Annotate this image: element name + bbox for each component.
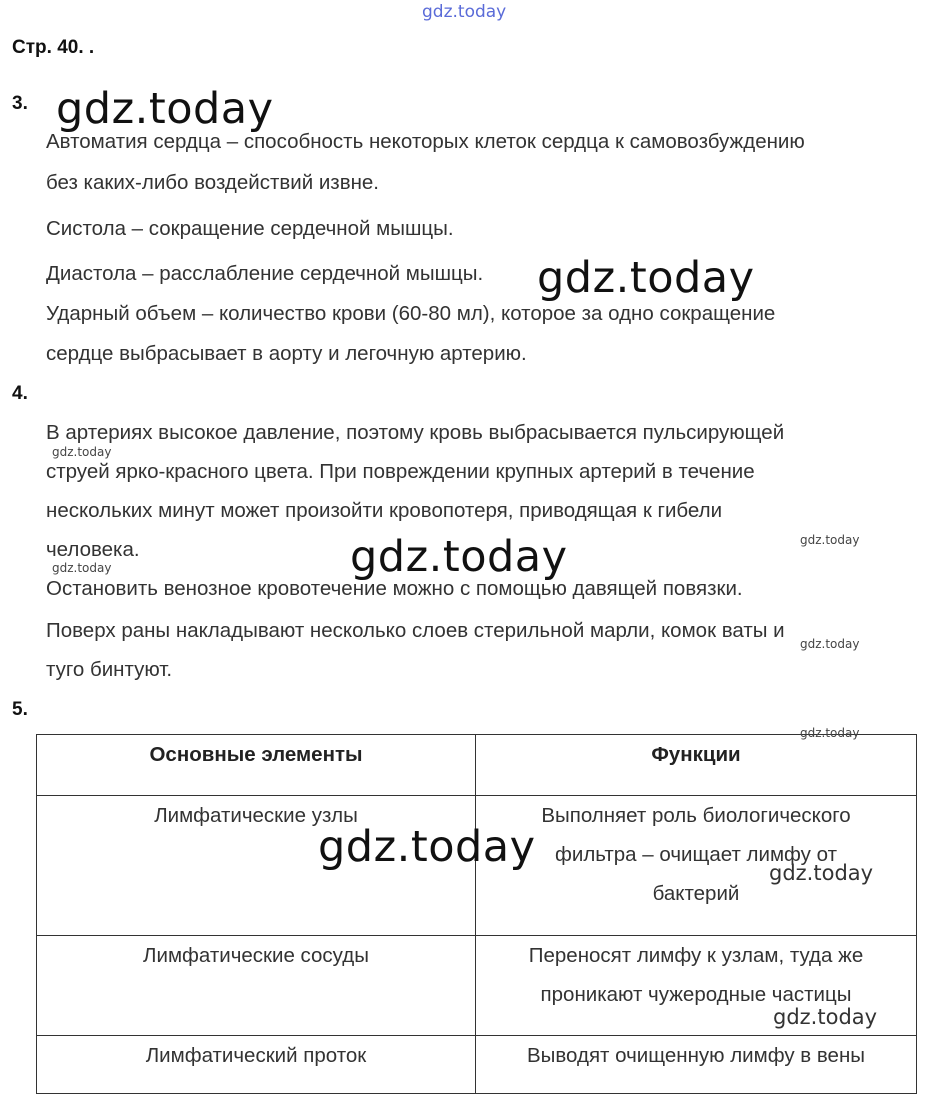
watermark: gdz.today [769,861,874,885]
watermark: gdz.today [800,637,860,651]
table-cell-element: Лимфатические сосуды [37,936,476,1036]
watermark: gdz.today [800,726,860,740]
task5-number: 5. [12,699,28,720]
task4-line: Поверх раны накладывают несколько слоев стерильной марли, комок ваты и [46,619,785,642]
function-line: фильтра – очищает лимфу от [555,843,837,866]
task3-line: без каких-либо воздействий извне. [46,171,380,194]
function-line: Выполняет роль биологического [541,804,851,827]
task4-number: 4. [12,383,28,404]
task3-line: Диастола – расслабление сердечной мышцы. [46,262,484,285]
table-header-functions: Функции [476,735,917,796]
task3-line: Ударный объем – количество крови (60-80 мл), которое за одно сокращение [46,302,776,325]
table-cell-function [476,1036,917,1094]
watermark: gdz.today [773,1005,878,1029]
table-cell-element: Лимфатический проток [37,1036,476,1094]
task3-line: сердце выбрасывает в аорту и легочную артерию. [46,342,527,365]
watermark: gdz.today [318,822,536,872]
function-line: Переносят лимфу к узлам, туда же [528,944,864,967]
watermark: gdz.today [350,532,568,582]
task3-number: 3. [12,93,28,114]
watermark: gdz.today [52,561,112,575]
function-line: проникают чужеродные частицы [540,983,852,1006]
task3-line: Систола – сокращение сердечной мышцы. [46,217,454,240]
task3-line: Автоматия сердца – способность некоторых клеток сердца к самовозбуждению [46,130,805,153]
task4-line: струей ярко-красного цвета. При повреждении крупных артерий в течение [46,460,755,483]
watermark: gdz.today [537,253,755,303]
function-line: бактерий [652,882,740,905]
functions-table [36,734,917,1094]
task4-line: В артериях высокое давление, поэтому кровь выбрасывается пульсирующей [46,421,785,444]
task4-line: Остановить венозное кровотечение можно с помощью давящей повязки. [46,577,743,600]
function-line: Выводят очищенную лимфу в вены [526,1044,866,1067]
watermark-top: gdz.today [422,2,507,22]
table-cell-element: Лимфатические узлы [37,796,476,936]
watermark: gdz.today [800,533,860,547]
watermark: gdz.today [52,445,112,459]
table-header-elements: Основные элементы [37,735,476,796]
table-row [37,1036,917,1094]
watermark: gdz.today [56,84,274,134]
task4-line: туго бинтуют. [46,658,173,681]
task4-line: человека. [46,538,140,561]
page-header: Стр. 40. . [12,37,95,58]
task4-line: нескольких минут может произойти кровопотеря, приводящая к гибели [46,499,723,522]
